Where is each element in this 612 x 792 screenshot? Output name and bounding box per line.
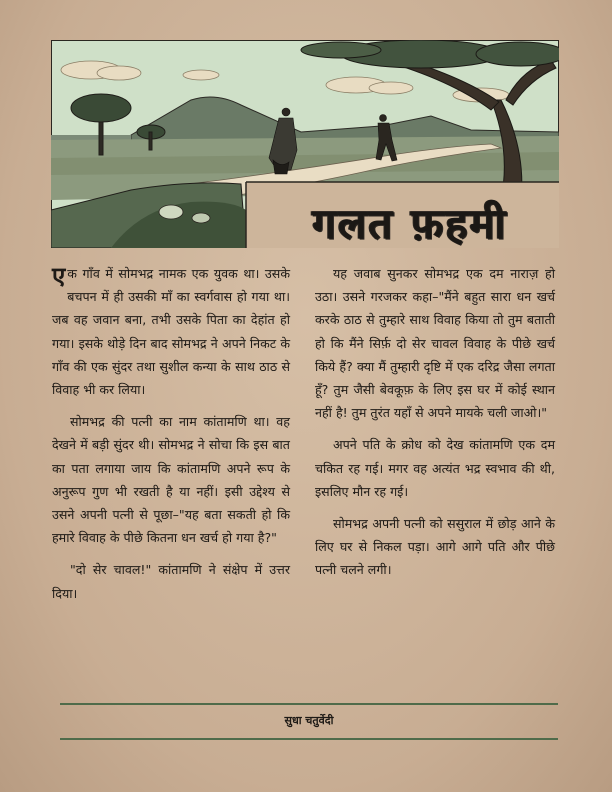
- paragraph: अपने पति के क्रोध को देख कांतामणि एक दम चकित रह गई। मगर वह अत्यंत भद्र स्वभाव की थी, इसलिए मौन रह गई।: [315, 437, 555, 499]
- paragraph: सोमभद्र की पत्नी का नाम कांतामणि था। वह देखने में बड़ी सुंदर थी। सोमभद्र ने सोचा कि इस बात का पता लगाया जाय कि कांतामणि अपने रूप के अनुरूप गुण भी रखती है या नहीं। इसी उद्देश्य से उसने अपनी पत्नी से पूछा–"यह बता सकती हो कि हमारे विवाह के पीछे कितना धन खर्च हो गया है?": [52, 414, 290, 546]
- divider-top: [60, 703, 558, 705]
- paragraph: "दो सेर चावल!" कांतामणि ने संक्षेप में उत्तर दिया।: [52, 562, 290, 601]
- paragraph: यह जवाब सुनकर सोमभद्र एक दम नाराज़ हो उठा। उसने गरजकर कहा–"मैंने बहुत सारा धन खर्च करके ठाठ से तुम्हारे साथ विवाह किया तो तुम बताती हो कि मैंने सिर्फ़ दो सेर चावल विवाह के पीछे खर्च किये हैं? क्या मैं तुम्हारी दृष्टि में एक दरिद्र जैसा लगता हूँ? तुम जैसी बेवकूफ़ के लिए इस घर में कोई स्थान नहीं है! तुम तुरंत यहाँ से अपने मायके चली जाओ।": [315, 266, 555, 421]
- right-column: [315, 262, 555, 591]
- paragraph-text: क गाँव में सोमभद्र नामक एक युवक था। उसके बचपन में ही उसकी माँ का स्वर्गवास हो गया था। जब वह जवान बना, तभी उसके पिता का देहांत हो गया। इसके थोड़े दिन बाद सोमभद्र ने अपने निकट के गाँव की एक सुंदर तथा सुशील कन्या के साथ ठाठ से विवाह भी कर लिया।: [52, 266, 290, 398]
- left-column: [52, 262, 290, 614]
- story-title: गलत फ़हमी: [312, 199, 508, 248]
- paragraph: [52, 262, 290, 401]
- paragraph: सोमभद्र अपनी पत्नी को ससुराल में छोड़ आने के लिए घर से निकल पड़ा। आगे आगे पति और पीछे पत्नी चलने लगी।: [315, 516, 555, 578]
- drop-cap: ए: [52, 262, 66, 290]
- divider-bottom: [60, 738, 558, 740]
- author-credit: सुधा चतुर्वेदी: [284, 714, 334, 727]
